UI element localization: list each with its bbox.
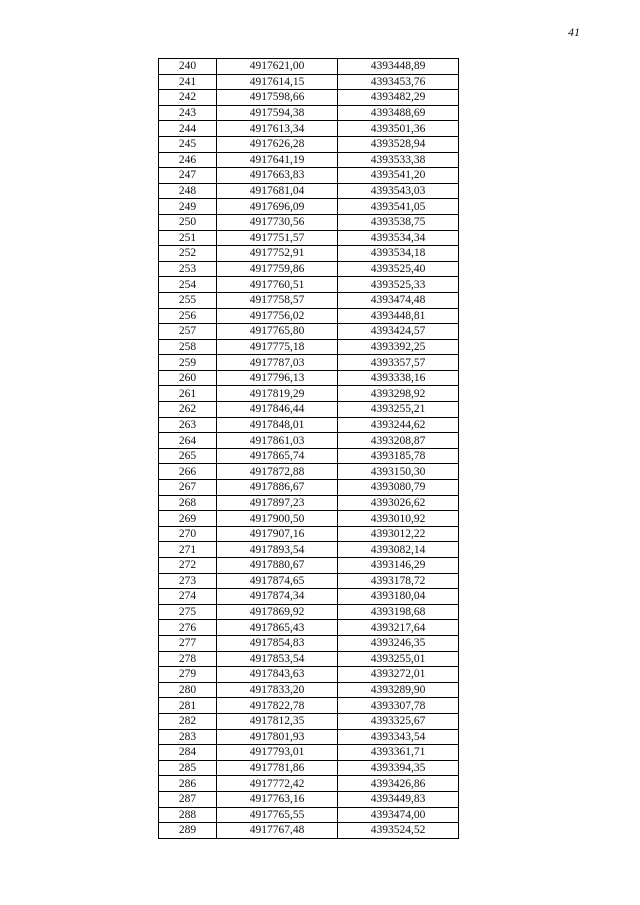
y-coordinate-cell: 4393448,81 bbox=[338, 308, 459, 324]
y-coordinate-cell: 4393453,76 bbox=[338, 74, 459, 90]
y-coordinate-cell: 4393543,03 bbox=[338, 183, 459, 199]
x-coordinate-cell: 4917796,13 bbox=[217, 370, 338, 386]
y-coordinate-cell: 4393525,33 bbox=[338, 277, 459, 293]
table-row bbox=[159, 90, 459, 106]
y-coordinate-cell: 4393488,69 bbox=[338, 105, 459, 121]
y-coordinate-cell: 4393392,25 bbox=[338, 339, 459, 355]
table-row bbox=[159, 651, 459, 667]
point-number-cell: 263 bbox=[159, 417, 217, 433]
point-number-cell: 266 bbox=[159, 464, 217, 480]
point-number-cell: 260 bbox=[159, 370, 217, 386]
table-row bbox=[159, 713, 459, 729]
y-coordinate-cell: 4393501,36 bbox=[338, 121, 459, 137]
point-number-cell: 244 bbox=[159, 121, 217, 137]
point-number-cell: 262 bbox=[159, 402, 217, 418]
y-coordinate-cell: 4393533,38 bbox=[338, 152, 459, 168]
point-number-cell: 280 bbox=[159, 682, 217, 698]
x-coordinate-cell: 4917853,54 bbox=[217, 651, 338, 667]
x-coordinate-cell: 4917730,56 bbox=[217, 214, 338, 230]
y-coordinate-cell: 4393150,30 bbox=[338, 464, 459, 480]
x-coordinate-cell: 4917594,38 bbox=[217, 105, 338, 121]
y-coordinate-cell: 4393178,72 bbox=[338, 573, 459, 589]
table-row bbox=[159, 542, 459, 558]
table-row bbox=[159, 464, 459, 480]
x-coordinate-cell: 4917781,86 bbox=[217, 760, 338, 776]
point-number-cell: 256 bbox=[159, 308, 217, 324]
x-coordinate-cell: 4917861,03 bbox=[217, 433, 338, 449]
y-coordinate-cell: 4393449,83 bbox=[338, 791, 459, 807]
table-row bbox=[159, 776, 459, 792]
y-coordinate-cell: 4393525,40 bbox=[338, 261, 459, 277]
point-number-cell: 288 bbox=[159, 807, 217, 823]
table-row bbox=[159, 526, 459, 542]
table-row bbox=[159, 121, 459, 137]
table-row bbox=[159, 339, 459, 355]
x-coordinate-cell: 4917759,86 bbox=[217, 261, 338, 277]
x-coordinate-cell: 4917621,00 bbox=[217, 59, 338, 75]
table-row bbox=[159, 791, 459, 807]
point-number-cell: 264 bbox=[159, 433, 217, 449]
y-coordinate-cell: 4393426,86 bbox=[338, 776, 459, 792]
y-coordinate-cell: 4393307,78 bbox=[338, 698, 459, 714]
table-row bbox=[159, 152, 459, 168]
y-coordinate-cell: 4393244,62 bbox=[338, 417, 459, 433]
x-coordinate-cell: 4917793,01 bbox=[217, 745, 338, 761]
table-row bbox=[159, 386, 459, 402]
y-coordinate-cell: 4393217,64 bbox=[338, 620, 459, 636]
y-coordinate-cell: 4393424,57 bbox=[338, 324, 459, 340]
x-coordinate-cell: 4917760,51 bbox=[217, 277, 338, 293]
x-coordinate-cell: 4917872,88 bbox=[217, 464, 338, 480]
table-row bbox=[159, 183, 459, 199]
x-coordinate-cell: 4917765,80 bbox=[217, 324, 338, 340]
y-coordinate-cell: 4393012,22 bbox=[338, 526, 459, 542]
table-row bbox=[159, 261, 459, 277]
table-row bbox=[159, 105, 459, 121]
point-number-cell: 275 bbox=[159, 604, 217, 620]
point-number-cell: 272 bbox=[159, 558, 217, 574]
x-coordinate-cell: 4917626,28 bbox=[217, 136, 338, 152]
table-row bbox=[159, 292, 459, 308]
x-coordinate-cell: 4917613,34 bbox=[217, 121, 338, 137]
point-number-cell: 281 bbox=[159, 698, 217, 714]
table-row bbox=[159, 214, 459, 230]
table-row bbox=[159, 729, 459, 745]
table-row bbox=[159, 308, 459, 324]
point-number-cell: 283 bbox=[159, 729, 217, 745]
y-coordinate-cell: 4393448,89 bbox=[338, 59, 459, 75]
point-number-cell: 252 bbox=[159, 246, 217, 262]
x-coordinate-cell: 4917598,66 bbox=[217, 90, 338, 106]
table-row bbox=[159, 324, 459, 340]
table-row bbox=[159, 635, 459, 651]
y-coordinate-cell: 4393538,75 bbox=[338, 214, 459, 230]
point-number-cell: 243 bbox=[159, 105, 217, 121]
table-row bbox=[159, 573, 459, 589]
x-coordinate-cell: 4917756,02 bbox=[217, 308, 338, 324]
y-coordinate-cell: 4393357,57 bbox=[338, 355, 459, 371]
y-coordinate-cell: 4393541,20 bbox=[338, 168, 459, 184]
point-number-cell: 273 bbox=[159, 573, 217, 589]
x-coordinate-cell: 4917869,92 bbox=[217, 604, 338, 620]
point-number-cell: 287 bbox=[159, 791, 217, 807]
x-coordinate-cell: 4917822,78 bbox=[217, 698, 338, 714]
x-coordinate-cell: 4917893,54 bbox=[217, 542, 338, 558]
x-coordinate-cell: 4917763,16 bbox=[217, 791, 338, 807]
x-coordinate-cell: 4917874,65 bbox=[217, 573, 338, 589]
y-coordinate-cell: 4393338,16 bbox=[338, 370, 459, 386]
x-coordinate-cell: 4917751,57 bbox=[217, 230, 338, 246]
page-number: 41 bbox=[568, 25, 580, 39]
table-row bbox=[159, 402, 459, 418]
table-row bbox=[159, 199, 459, 215]
x-coordinate-cell: 4917874,34 bbox=[217, 589, 338, 605]
point-number-cell: 265 bbox=[159, 448, 217, 464]
x-coordinate-cell: 4917787,03 bbox=[217, 355, 338, 371]
table-row bbox=[159, 433, 459, 449]
y-coordinate-cell: 4393082,14 bbox=[338, 542, 459, 558]
table-row bbox=[159, 745, 459, 761]
table-row bbox=[159, 480, 459, 496]
x-coordinate-cell: 4917865,43 bbox=[217, 620, 338, 636]
y-coordinate-cell: 4393010,92 bbox=[338, 511, 459, 527]
y-coordinate-cell: 4393325,67 bbox=[338, 713, 459, 729]
table-row bbox=[159, 136, 459, 152]
point-number-cell: 254 bbox=[159, 277, 217, 293]
x-coordinate-cell: 4917614,15 bbox=[217, 74, 338, 90]
table-row bbox=[159, 168, 459, 184]
y-coordinate-cell: 4393394,35 bbox=[338, 760, 459, 776]
x-coordinate-cell: 4917663,83 bbox=[217, 168, 338, 184]
table-row bbox=[159, 230, 459, 246]
table-row bbox=[159, 246, 459, 262]
point-number-cell: 267 bbox=[159, 480, 217, 496]
y-coordinate-cell: 4393343,54 bbox=[338, 729, 459, 745]
point-number-cell: 253 bbox=[159, 261, 217, 277]
point-number-cell: 279 bbox=[159, 667, 217, 683]
table-row bbox=[159, 698, 459, 714]
table-row bbox=[159, 604, 459, 620]
y-coordinate-cell: 4393255,01 bbox=[338, 651, 459, 667]
y-coordinate-cell: 4393528,94 bbox=[338, 136, 459, 152]
coordinates-table bbox=[158, 58, 459, 839]
x-coordinate-cell: 4917696,09 bbox=[217, 199, 338, 215]
y-coordinate-cell: 4393534,34 bbox=[338, 230, 459, 246]
y-coordinate-cell: 4393361,71 bbox=[338, 745, 459, 761]
x-coordinate-cell: 4917681,04 bbox=[217, 183, 338, 199]
y-coordinate-cell: 4393208,87 bbox=[338, 433, 459, 449]
y-coordinate-cell: 4393298,92 bbox=[338, 386, 459, 402]
point-number-cell: 258 bbox=[159, 339, 217, 355]
x-coordinate-cell: 4917765,55 bbox=[217, 807, 338, 823]
x-coordinate-cell: 4917846,44 bbox=[217, 402, 338, 418]
point-number-cell: 282 bbox=[159, 713, 217, 729]
point-number-cell: 245 bbox=[159, 136, 217, 152]
x-coordinate-cell: 4917843,63 bbox=[217, 667, 338, 683]
x-coordinate-cell: 4917886,67 bbox=[217, 480, 338, 496]
y-coordinate-cell: 4393246,35 bbox=[338, 635, 459, 651]
x-coordinate-cell: 4917819,29 bbox=[217, 386, 338, 402]
table-row bbox=[159, 807, 459, 823]
point-number-cell: 242 bbox=[159, 90, 217, 106]
y-coordinate-cell: 4393474,00 bbox=[338, 807, 459, 823]
point-number-cell: 246 bbox=[159, 152, 217, 168]
point-number-cell: 286 bbox=[159, 776, 217, 792]
x-coordinate-cell: 4917897,23 bbox=[217, 495, 338, 511]
x-coordinate-cell: 4917854,83 bbox=[217, 635, 338, 651]
table-row bbox=[159, 448, 459, 464]
table-row bbox=[159, 74, 459, 90]
y-coordinate-cell: 4393185,78 bbox=[338, 448, 459, 464]
x-coordinate-cell: 4917801,93 bbox=[217, 729, 338, 745]
x-coordinate-cell: 4917812,35 bbox=[217, 713, 338, 729]
point-number-cell: 284 bbox=[159, 745, 217, 761]
x-coordinate-cell: 4917880,67 bbox=[217, 558, 338, 574]
table-row bbox=[159, 823, 459, 839]
y-coordinate-cell: 4393474,48 bbox=[338, 292, 459, 308]
y-coordinate-cell: 4393026,62 bbox=[338, 495, 459, 511]
table-row bbox=[159, 355, 459, 371]
point-number-cell: 285 bbox=[159, 760, 217, 776]
point-number-cell: 249 bbox=[159, 199, 217, 215]
y-coordinate-cell: 4393080,79 bbox=[338, 480, 459, 496]
y-coordinate-cell: 4393180,04 bbox=[338, 589, 459, 605]
y-coordinate-cell: 4393534,18 bbox=[338, 246, 459, 262]
table-row bbox=[159, 558, 459, 574]
point-number-cell: 270 bbox=[159, 526, 217, 542]
x-coordinate-cell: 4917752,91 bbox=[217, 246, 338, 262]
table-row bbox=[159, 417, 459, 433]
x-coordinate-cell: 4917767,48 bbox=[217, 823, 338, 839]
point-number-cell: 289 bbox=[159, 823, 217, 839]
y-coordinate-cell: 4393289,90 bbox=[338, 682, 459, 698]
x-coordinate-cell: 4917641,19 bbox=[217, 152, 338, 168]
coordinates-table-body bbox=[159, 59, 459, 839]
y-coordinate-cell: 4393482,29 bbox=[338, 90, 459, 106]
x-coordinate-cell: 4917772,42 bbox=[217, 776, 338, 792]
x-coordinate-cell: 4917865,74 bbox=[217, 448, 338, 464]
x-coordinate-cell: 4917758,57 bbox=[217, 292, 338, 308]
point-number-cell: 261 bbox=[159, 386, 217, 402]
point-number-cell: 269 bbox=[159, 511, 217, 527]
table-row bbox=[159, 370, 459, 386]
table-row bbox=[159, 667, 459, 683]
point-number-cell: 257 bbox=[159, 324, 217, 340]
table-row bbox=[159, 682, 459, 698]
y-coordinate-cell: 4393255,21 bbox=[338, 402, 459, 418]
y-coordinate-cell: 4393146,29 bbox=[338, 558, 459, 574]
y-coordinate-cell: 4393272,01 bbox=[338, 667, 459, 683]
point-number-cell: 268 bbox=[159, 495, 217, 511]
point-number-cell: 274 bbox=[159, 589, 217, 605]
y-coordinate-cell: 4393541,05 bbox=[338, 199, 459, 215]
point-number-cell: 247 bbox=[159, 168, 217, 184]
point-number-cell: 276 bbox=[159, 620, 217, 636]
y-coordinate-cell: 4393198,68 bbox=[338, 604, 459, 620]
table-row bbox=[159, 277, 459, 293]
point-number-cell: 255 bbox=[159, 292, 217, 308]
table-row bbox=[159, 589, 459, 605]
table-row bbox=[159, 620, 459, 636]
point-number-cell: 240 bbox=[159, 59, 217, 75]
table-row bbox=[159, 495, 459, 511]
point-number-cell: 271 bbox=[159, 542, 217, 558]
point-number-cell: 277 bbox=[159, 635, 217, 651]
table-row bbox=[159, 760, 459, 776]
x-coordinate-cell: 4917907,16 bbox=[217, 526, 338, 542]
point-number-cell: 248 bbox=[159, 183, 217, 199]
x-coordinate-cell: 4917848,01 bbox=[217, 417, 338, 433]
point-number-cell: 278 bbox=[159, 651, 217, 667]
table-row bbox=[159, 59, 459, 75]
point-number-cell: 241 bbox=[159, 74, 217, 90]
table-row bbox=[159, 511, 459, 527]
point-number-cell: 251 bbox=[159, 230, 217, 246]
x-coordinate-cell: 4917775,18 bbox=[217, 339, 338, 355]
y-coordinate-cell: 4393524,52 bbox=[338, 823, 459, 839]
x-coordinate-cell: 4917833,20 bbox=[217, 682, 338, 698]
point-number-cell: 250 bbox=[159, 214, 217, 230]
point-number-cell: 259 bbox=[159, 355, 217, 371]
x-coordinate-cell: 4917900,50 bbox=[217, 511, 338, 527]
